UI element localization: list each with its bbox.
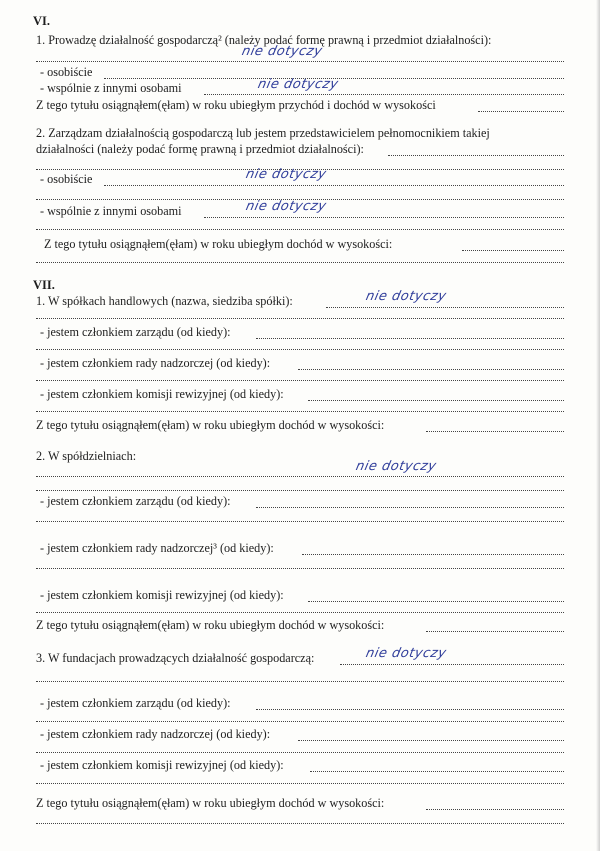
vii-item2-rada: - jestem członkiem rady nadzorczej³ (od kiedy): bbox=[40, 541, 274, 555]
vii-item1-rada: - jestem członkiem rady nadzorczej (od kiedy): bbox=[40, 356, 271, 370]
vii-item2-komisja-line2[interactable] bbox=[36, 612, 564, 613]
vii-item2-rada-line[interactable] bbox=[302, 554, 564, 555]
vii-item1-income-line[interactable] bbox=[426, 431, 564, 432]
vii-item3-answer-line2[interactable] bbox=[36, 681, 564, 682]
vi-item2-wspolnie-handwritten: nie dotyczy bbox=[244, 199, 328, 214]
vii-item1-answer-line2[interactable] bbox=[36, 318, 564, 319]
vii-item2-komisja-line[interactable] bbox=[308, 601, 564, 602]
vi-item1-wspolnie-line[interactable] bbox=[204, 94, 564, 95]
vii-item2-handwritten-answer: nie dotyczy bbox=[354, 459, 438, 474]
vii-item2-answer-line2[interactable] bbox=[36, 490, 564, 491]
vi-item2-osobiscie-label: - osobiście bbox=[40, 172, 93, 186]
vi-item1-osobiscie-label: - osobiście bbox=[40, 65, 93, 79]
section-vi-heading: VI. bbox=[33, 14, 51, 28]
vii-item3-rada-line[interactable] bbox=[298, 740, 564, 741]
vii-item3-rada-line2[interactable] bbox=[36, 752, 564, 753]
vi-item2-wspolnie-label: - wspólnie z innymi osobami bbox=[40, 204, 182, 218]
vii-item1-income-label: Z tego tytułu osiągnąłem(ęłam) w roku ubiegłym dochód w wysokości: bbox=[36, 418, 385, 432]
vii-item3-income-line[interactable] bbox=[426, 809, 564, 810]
vii-item1-zarzad-line[interactable] bbox=[256, 338, 564, 339]
vi-item1-wspolnie-handwritten: nie dotyczy bbox=[256, 77, 340, 92]
vii-item2-income-line[interactable] bbox=[426, 631, 564, 632]
vi-item2-income-label: Z tego tytułu osiągnąłem(ęłam) w roku ubiegłym dochód w wysokości: bbox=[44, 237, 393, 251]
vii-item1-rada-line[interactable] bbox=[298, 369, 564, 370]
vii-item3-income-label: Z tego tytułu osiągnąłem(ęłam) w roku ubiegłym dochód w wysokości: bbox=[36, 796, 385, 810]
vii-item2-text: 2. W spółdzielniach: bbox=[36, 449, 137, 463]
vi-item2-wspolnie-line[interactable] bbox=[204, 217, 564, 218]
vii-item1-zarzad-line2[interactable] bbox=[36, 349, 564, 350]
vii-item3-text: 3. W fundacjach prowadzących działalność gospodarczą: bbox=[36, 651, 315, 665]
vii-item2-zarzad-line[interactable] bbox=[256, 507, 564, 508]
vii-item2-zarzad: - jestem członkiem zarządu (od kiedy): bbox=[40, 494, 231, 508]
vii-item1-rada-line2[interactable] bbox=[36, 380, 564, 381]
vi-item2-osobiscie-line[interactable] bbox=[104, 185, 564, 186]
vii-item2-rada-line2[interactable] bbox=[36, 568, 564, 569]
vii-item3-zarzad-line[interactable] bbox=[256, 709, 564, 710]
vii-item3-komisja-line2[interactable] bbox=[36, 783, 564, 784]
vi-item2-wspolnie-line2[interactable] bbox=[36, 229, 564, 230]
vii-item2-answer-line[interactable] bbox=[36, 476, 564, 477]
scan-edge-shadow bbox=[596, 0, 600, 851]
vii-item3-zarzad-line2[interactable] bbox=[36, 721, 564, 722]
vii-item3-income-line2[interactable] bbox=[36, 823, 564, 824]
vi-item1-income-line[interactable] bbox=[478, 111, 564, 112]
vii-item2-income-label: Z tego tytułu osiągnąłem(ęłam) w roku ubiegłym dochód w wysokości: bbox=[36, 618, 385, 632]
vi-item1-text: 1. Prowadzę działalność gospodarczą² (należy podać formę prawną i przedmiot działalności): bbox=[36, 33, 492, 47]
vii-item1-answer-line[interactable] bbox=[326, 307, 564, 308]
vi-item1-handwritten-answer: nie dotyczy bbox=[240, 44, 324, 59]
vi-item2-answer-line[interactable] bbox=[388, 155, 564, 156]
vi-item2-income-line2[interactable] bbox=[36, 262, 564, 263]
vii-item1-text: 1. W spółkach handlowych (nazwa, siedziba spółki): bbox=[36, 294, 293, 308]
vii-item3-komisja-line[interactable] bbox=[310, 771, 564, 772]
vii-item3-rada: - jestem członkiem rady nadzorczej (od kiedy): bbox=[40, 727, 271, 741]
vi-item2-income-line[interactable] bbox=[462, 250, 564, 251]
vii-item2-komisja: - jestem członkiem komisji rewizyjnej (od kiedy): bbox=[40, 588, 284, 602]
vii-item3-answer-line[interactable] bbox=[340, 664, 564, 665]
vi-item2-text-line2: działalności (należy podać formę prawną i przedmiot działalności): bbox=[36, 142, 364, 156]
vii-item1-handwritten-answer: nie dotyczy bbox=[364, 289, 448, 304]
vii-item3-handwritten-answer: nie dotyczy bbox=[364, 646, 448, 661]
vi-item1-answer-line[interactable] bbox=[36, 61, 564, 62]
vi-item1-income-label: Z tego tytułu osiągnąłem(ęłam) w roku ubiegłym przychód i dochód w wysokości bbox=[36, 98, 436, 112]
vii-item3-komisja: - jestem członkiem komisji rewizyjnej (od kiedy): bbox=[40, 758, 284, 772]
vi-item2-osobiscie-handwritten: nie dotyczy bbox=[244, 167, 328, 182]
vi-item2-text-line1: 2. Zarządzam działalnością gospodarczą lub jestem przedstawicielem pełnomocnikiem takiej bbox=[36, 126, 490, 140]
vii-item1-komisja-line[interactable] bbox=[308, 400, 564, 401]
vii-item2-zarzad-line2[interactable] bbox=[36, 521, 564, 522]
vii-item1-komisja: - jestem członkiem komisji rewizyjnej (od kiedy): bbox=[40, 387, 284, 401]
vii-item1-zarzad: - jestem członkiem zarządu (od kiedy): bbox=[40, 325, 231, 339]
section-vii-heading: VII. bbox=[33, 278, 55, 292]
vii-item3-zarzad: - jestem członkiem zarządu (od kiedy): bbox=[40, 696, 231, 710]
vii-item1-komisja-line2[interactable] bbox=[36, 411, 564, 412]
vi-item1-wspolnie-label: - wspólnie z innymi osobami bbox=[40, 81, 182, 95]
